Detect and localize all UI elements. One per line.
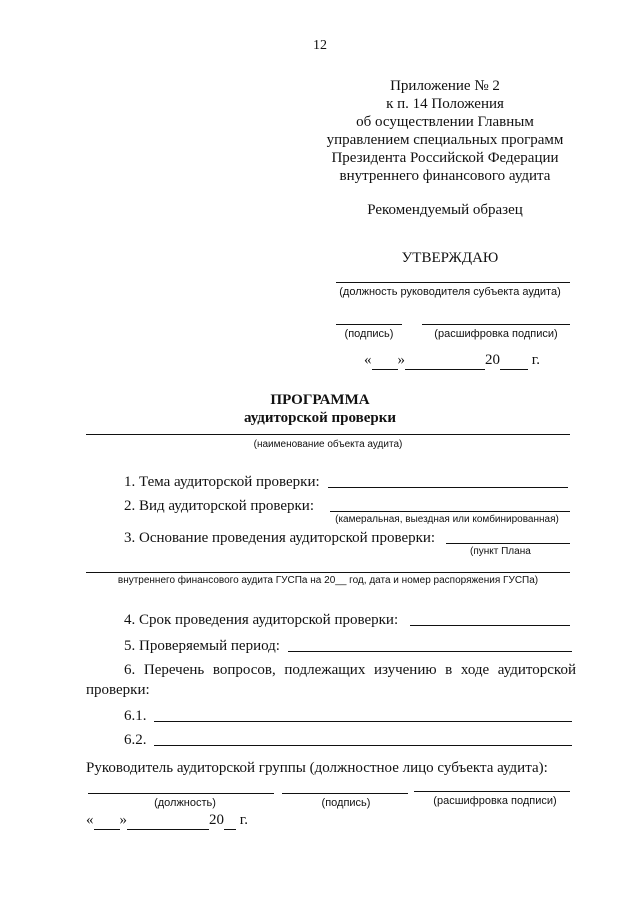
appendix-line-2: к п. 14 Положения — [386, 96, 504, 112]
approve-title: УТВЕРЖДАЮ — [401, 250, 499, 266]
date-close-quote: » — [397, 352, 405, 368]
type-line — [330, 511, 570, 512]
audit-object-caption: (наименование объекта аудита) — [253, 439, 403, 450]
basis-line — [446, 543, 570, 544]
question-1-label: 6.1. — [124, 708, 147, 724]
appendix-line-1: Приложение № 2 — [390, 78, 500, 94]
approve-date — [364, 352, 540, 370]
appendix-line-4: управлением специальных программ — [326, 132, 564, 148]
topic-label: 1. Тема аудиторской проверки: — [124, 474, 320, 490]
decoding-caption: (расшифровка подписи) — [434, 328, 558, 340]
month-blank — [405, 352, 485, 370]
topic-line — [328, 487, 568, 488]
program-title: ПРОГРАММА — [270, 392, 370, 408]
basis-label: 3. Основание проведения аудиторской проверки: — [124, 530, 436, 546]
basis-caption-2: внутреннего финансового аудита ГУСПа на 20__ год, дата и номер распоряжения ГУСПа) — [117, 575, 539, 586]
leader-signature-line — [282, 793, 408, 794]
leader-signature-caption: (подпись) — [321, 797, 371, 809]
signature-line — [336, 324, 402, 325]
leader-position-caption: (должность) — [154, 797, 216, 809]
page-number: 12 — [313, 38, 327, 53]
term-label: 4. Срок проведения аудиторской проверки: — [124, 612, 399, 628]
basis-caption-1: (пункт Плана — [470, 546, 531, 557]
leader-year-blank — [224, 812, 236, 830]
question-1-line — [154, 721, 572, 722]
appendix-line-3: об осуществлении Главным — [356, 114, 534, 130]
leader-date-open-quote: « — [86, 812, 94, 828]
signature-caption: (подпись) — [344, 328, 394, 340]
leader-month-blank — [127, 812, 209, 830]
date-open-quote: « — [364, 352, 372, 368]
term-line — [410, 625, 570, 626]
decoding-line — [422, 324, 570, 325]
position-caption: (должность руководителя субъекта аудита) — [339, 286, 561, 298]
period-line — [288, 651, 572, 652]
position-line — [336, 282, 570, 283]
leader-position-line — [88, 793, 274, 794]
type-label: 2. Вид аудиторской проверки: — [124, 498, 315, 514]
leader-day-blank — [94, 812, 120, 830]
year-blank — [500, 352, 528, 370]
appendix-line-5: Президента Российской Федерации — [331, 150, 559, 166]
leader-title: Руководитель аудиторской группы (должностное лицо субъекта аудита): — [86, 760, 548, 776]
period-label: 5. Проверяемый период: — [124, 638, 280, 654]
leader-date-year: 20 — [209, 812, 224, 828]
leader-decoding-line — [414, 791, 570, 792]
recommended-sample: Рекомендуемый образец — [367, 202, 523, 218]
type-caption: (камеральная, выездная или комбинированная) — [335, 514, 559, 525]
leader-date-close-quote: » — [119, 812, 127, 828]
date-suffix: г. — [531, 352, 540, 368]
leader-date-suffix: г. — [239, 812, 248, 828]
questions-line-1: 6. Перечень вопросов, подлежащих изучению в ходе аудиторской — [124, 662, 576, 678]
leader-decoding-caption: (расшифровка подписи) — [433, 795, 557, 807]
question-2-line — [154, 745, 572, 746]
basis-continuation-line — [86, 572, 570, 573]
question-2-label: 6.2. — [124, 732, 147, 748]
day-blank — [372, 352, 398, 370]
appendix-line-6: внутреннего финансового аудита — [339, 168, 551, 184]
program-subtitle: аудиторской проверки — [243, 410, 397, 426]
leader-date — [86, 812, 248, 830]
questions-line-2: проверки: — [86, 682, 150, 698]
date-year: 20 — [485, 352, 500, 368]
audit-object-line — [86, 434, 570, 435]
